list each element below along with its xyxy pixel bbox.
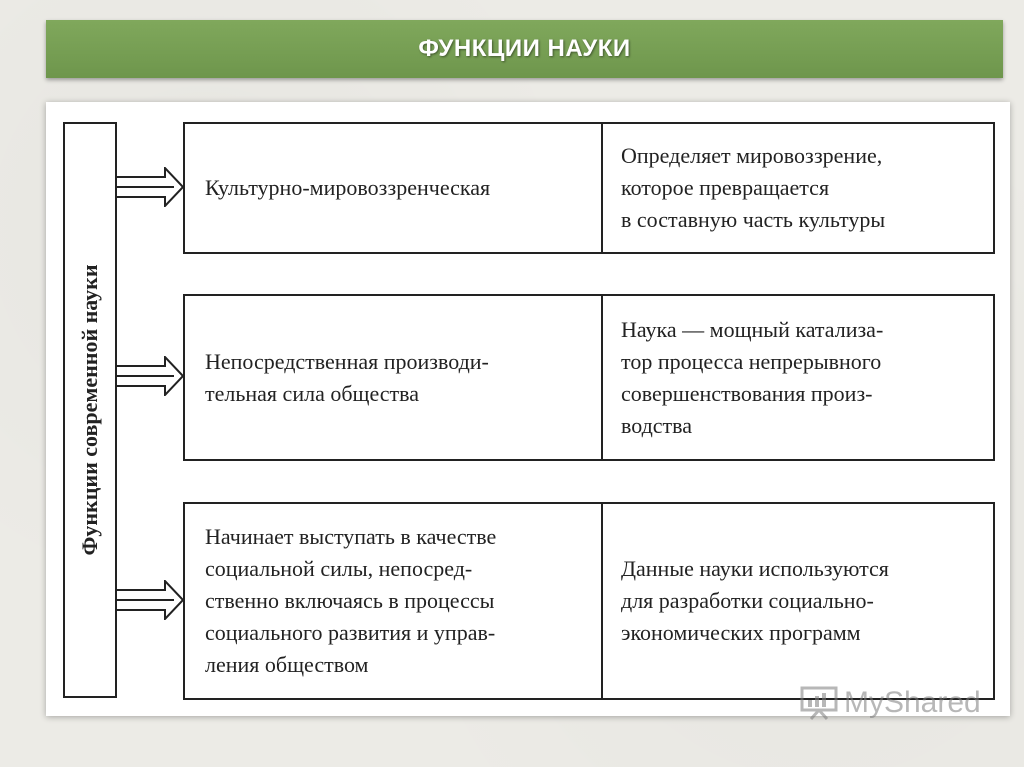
function-description: Наука — мощный катализа- тор процесса непрерывного совершенствования произ- водства (621, 316, 884, 438)
function-row (183, 122, 995, 254)
function-row (183, 502, 995, 700)
watermark-text: MyShared (844, 686, 981, 719)
presentation-board-icon (800, 686, 838, 720)
watermark (800, 686, 981, 720)
function-name-cell (185, 504, 603, 698)
arrow-right-icon (117, 580, 185, 620)
function-row (183, 294, 995, 461)
vertical-label-box (63, 122, 117, 698)
arrow-right-icon (117, 356, 185, 396)
function-description: Определяет мировоззрение, которое превращается в составную часть культуры (621, 143, 886, 232)
function-description-cell (603, 124, 993, 252)
function-name-cell (185, 296, 603, 459)
function-name-cell (185, 124, 603, 252)
vertical-label: Функции современной науки (77, 264, 102, 556)
function-name: Культурно-мировоззренческая (205, 175, 491, 200)
function-description: Данные науки используются для разработки социально- экономических программ (621, 556, 889, 645)
function-description-cell (603, 296, 993, 459)
slide-title: ФУНКЦИИ НАУКИ (418, 35, 631, 62)
arrow-right-icon (117, 167, 185, 207)
function-name: Начинает выступать в качестве социальной силы, непосред- ственно включаясь в процессы социального развития и управ- ления обществом (205, 524, 497, 677)
function-description-cell (603, 504, 993, 698)
function-name: Непосредственная производи- тельная сила общества (205, 348, 489, 406)
title-banner (46, 20, 1003, 78)
